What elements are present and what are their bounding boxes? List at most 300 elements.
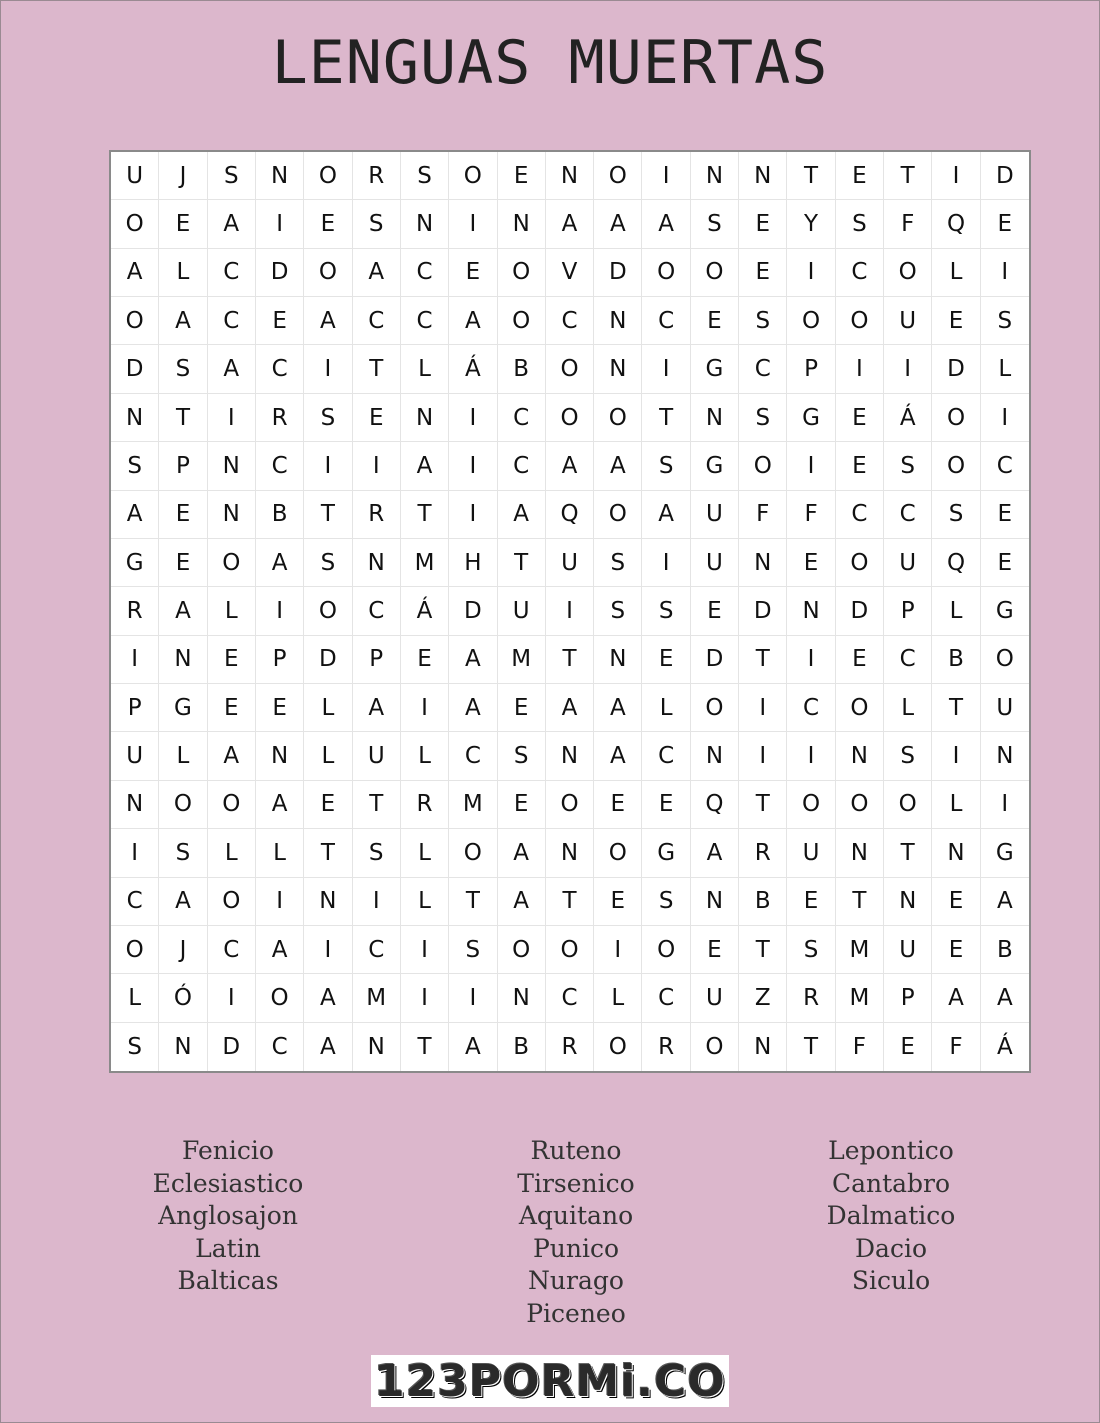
grid-cell[interactable]: C [546, 974, 594, 1022]
grid-cell[interactable]: O [256, 974, 304, 1022]
grid-cell[interactable]: C [401, 297, 449, 345]
grid-cell[interactable]: T [159, 394, 207, 442]
grid-cell[interactable]: Á [884, 394, 932, 442]
grid-cell[interactable]: A [594, 684, 642, 732]
grid-cell[interactable]: C [884, 636, 932, 684]
grid-cell[interactable]: A [449, 684, 497, 732]
grid-cell[interactable]: S [642, 442, 690, 490]
grid-cell[interactable]: O [594, 1023, 642, 1071]
grid-cell[interactable]: U [981, 684, 1029, 732]
grid-cell[interactable]: U [787, 829, 835, 877]
grid-cell[interactable]: C [642, 974, 690, 1022]
grid-cell[interactable]: N [691, 152, 739, 200]
grid-cell[interactable]: E [208, 684, 256, 732]
grid-cell[interactable]: C [642, 297, 690, 345]
grid-cell[interactable]: E [981, 491, 1029, 539]
grid-cell[interactable]: O [208, 878, 256, 926]
grid-cell[interactable]: A [208, 345, 256, 393]
grid-cell[interactable]: O [836, 539, 884, 587]
grid-cell[interactable]: I [401, 974, 449, 1022]
grid-cell[interactable]: D [594, 249, 642, 297]
grid-cell[interactable]: P [884, 974, 932, 1022]
grid-cell[interactable]: A [111, 249, 159, 297]
grid-cell[interactable]: N [111, 394, 159, 442]
grid-cell[interactable]: N [256, 152, 304, 200]
grid-cell[interactable]: D [304, 636, 352, 684]
grid-cell[interactable]: E [208, 636, 256, 684]
grid-cell[interactable]: N [594, 636, 642, 684]
grid-cell[interactable]: O [642, 926, 690, 974]
grid-cell[interactable]: E [787, 539, 835, 587]
grid-cell[interactable]: D [739, 587, 787, 635]
grid-cell[interactable]: S [111, 442, 159, 490]
grid-cell[interactable]: I [449, 200, 497, 248]
grid-cell[interactable]: T [546, 878, 594, 926]
grid-cell[interactable]: M [449, 781, 497, 829]
grid-cell[interactable]: L [932, 587, 980, 635]
grid-cell[interactable]: I [449, 491, 497, 539]
grid-cell[interactable]: I [642, 539, 690, 587]
grid-cell[interactable]: R [739, 829, 787, 877]
grid-cell[interactable]: E [981, 539, 1029, 587]
grid-cell[interactable]: N [159, 1023, 207, 1071]
grid-cell[interactable]: G [691, 345, 739, 393]
grid-cell[interactable]: O [932, 394, 980, 442]
grid-cell[interactable]: I [353, 878, 401, 926]
grid-cell[interactable]: T [401, 1023, 449, 1071]
grid-cell[interactable]: I [739, 732, 787, 780]
grid-cell[interactable]: C [498, 442, 546, 490]
grid-cell[interactable]: Á [449, 345, 497, 393]
grid-cell[interactable]: O [594, 152, 642, 200]
grid-cell[interactable]: N [594, 297, 642, 345]
grid-cell[interactable]: M [836, 974, 884, 1022]
grid-cell[interactable]: T [884, 152, 932, 200]
grid-cell[interactable]: C [642, 732, 690, 780]
grid-cell[interactable]: N [353, 1023, 401, 1071]
grid-cell[interactable]: C [353, 297, 401, 345]
grid-cell[interactable]: E [787, 878, 835, 926]
grid-cell[interactable]: I [111, 636, 159, 684]
grid-cell[interactable]: I [449, 974, 497, 1022]
grid-cell[interactable]: A [304, 297, 352, 345]
grid-cell[interactable]: T [739, 781, 787, 829]
grid-cell[interactable]: O [159, 781, 207, 829]
grid-cell[interactable]: A [256, 926, 304, 974]
grid-cell[interactable]: A [256, 781, 304, 829]
grid-cell[interactable]: S [932, 491, 980, 539]
grid-cell[interactable]: U [884, 926, 932, 974]
grid-cell[interactable]: E [836, 636, 884, 684]
grid-cell[interactable]: L [981, 345, 1029, 393]
grid-cell[interactable]: D [208, 1023, 256, 1071]
grid-cell[interactable]: D [932, 345, 980, 393]
grid-cell[interactable]: Q [932, 200, 980, 248]
grid-cell[interactable]: B [739, 878, 787, 926]
grid-cell[interactable]: P [111, 684, 159, 732]
grid-cell[interactable]: C [884, 491, 932, 539]
grid-cell[interactable]: A [353, 249, 401, 297]
grid-cell[interactable]: Á [401, 587, 449, 635]
grid-cell[interactable]: F [739, 491, 787, 539]
grid-cell[interactable]: C [111, 878, 159, 926]
grid-cell[interactable]: S [884, 732, 932, 780]
grid-cell[interactable]: D [111, 345, 159, 393]
grid-cell[interactable]: A [594, 442, 642, 490]
grid-cell[interactable]: C [208, 249, 256, 297]
grid-cell[interactable]: N [498, 974, 546, 1022]
grid-cell[interactable]: S [159, 829, 207, 877]
grid-cell[interactable]: C [353, 926, 401, 974]
grid-cell[interactable]: O [449, 152, 497, 200]
grid-cell[interactable]: A [111, 491, 159, 539]
grid-cell[interactable]: A [594, 200, 642, 248]
grid-cell[interactable]: I [594, 926, 642, 974]
grid-cell[interactable]: S [111, 1023, 159, 1071]
grid-cell[interactable]: G [159, 684, 207, 732]
grid-cell[interactable]: O [498, 249, 546, 297]
grid-cell[interactable]: I [787, 636, 835, 684]
grid-cell[interactable]: Z [739, 974, 787, 1022]
grid-cell[interactable]: N [498, 200, 546, 248]
grid-cell[interactable]: O [787, 781, 835, 829]
grid-cell[interactable]: L [401, 878, 449, 926]
grid-cell[interactable]: O [836, 297, 884, 345]
grid-cell[interactable]: T [884, 829, 932, 877]
grid-cell[interactable]: U [884, 539, 932, 587]
grid-cell[interactable]: M [401, 539, 449, 587]
grid-cell[interactable]: E [256, 684, 304, 732]
grid-cell[interactable]: A [498, 491, 546, 539]
grid-cell[interactable]: A [159, 297, 207, 345]
grid-cell[interactable]: L [256, 829, 304, 877]
grid-cell[interactable]: D [836, 587, 884, 635]
grid-cell[interactable]: N [787, 587, 835, 635]
grid-cell[interactable]: S [884, 442, 932, 490]
grid-cell[interactable]: A [981, 878, 1029, 926]
grid-cell[interactable]: A [159, 878, 207, 926]
grid-cell[interactable]: S [401, 152, 449, 200]
grid-cell[interactable]: S [304, 394, 352, 442]
grid-cell[interactable]: O [787, 297, 835, 345]
grid-cell[interactable]: O [208, 539, 256, 587]
grid-cell[interactable]: J [159, 152, 207, 200]
grid-cell[interactable]: E [159, 491, 207, 539]
grid-cell[interactable]: U [546, 539, 594, 587]
grid-cell[interactable]: T [836, 878, 884, 926]
grid-cell[interactable]: T [787, 152, 835, 200]
grid-cell[interactable]: O [884, 781, 932, 829]
grid-cell[interactable]: C [208, 926, 256, 974]
grid-cell[interactable]: J [159, 926, 207, 974]
grid-cell[interactable]: Ó [159, 974, 207, 1022]
grid-cell[interactable]: O [111, 200, 159, 248]
grid-cell[interactable]: I [932, 732, 980, 780]
grid-cell[interactable]: O [111, 297, 159, 345]
grid-cell[interactable]: S [159, 345, 207, 393]
grid-cell[interactable]: N [981, 732, 1029, 780]
grid-cell[interactable]: L [932, 781, 980, 829]
grid-cell[interactable]: O [691, 1023, 739, 1071]
grid-cell[interactable]: S [353, 200, 401, 248]
grid-cell[interactable]: A [498, 878, 546, 926]
grid-cell[interactable]: B [498, 1023, 546, 1071]
grid-cell[interactable]: E [353, 394, 401, 442]
grid-cell[interactable]: N [739, 1023, 787, 1071]
grid-cell[interactable]: E [691, 297, 739, 345]
grid-cell[interactable]: E [304, 200, 352, 248]
grid-cell[interactable]: E [932, 878, 980, 926]
grid-cell[interactable]: A [304, 974, 352, 1022]
grid-cell[interactable]: O [449, 829, 497, 877]
grid-cell[interactable]: O [546, 394, 594, 442]
grid-cell[interactable]: A [208, 200, 256, 248]
grid-cell[interactable]: N [691, 732, 739, 780]
grid-cell[interactable]: C [498, 394, 546, 442]
grid-cell[interactable]: U [691, 491, 739, 539]
grid-cell[interactable]: N [353, 539, 401, 587]
grid-cell[interactable]: D [981, 152, 1029, 200]
grid-cell[interactable]: O [884, 249, 932, 297]
grid-cell[interactable]: S [304, 539, 352, 587]
grid-cell[interactable]: I [981, 249, 1029, 297]
grid-cell[interactable]: E [594, 781, 642, 829]
grid-cell[interactable]: N [691, 394, 739, 442]
grid-cell[interactable]: T [787, 1023, 835, 1071]
grid-cell[interactable]: B [932, 636, 980, 684]
grid-cell[interactable]: O [594, 829, 642, 877]
grid-cell[interactable]: O [739, 442, 787, 490]
grid-cell[interactable]: B [256, 491, 304, 539]
grid-cell[interactable]: A [449, 1023, 497, 1071]
grid-cell[interactable]: M [353, 974, 401, 1022]
grid-cell[interactable]: N [932, 829, 980, 877]
grid-cell[interactable]: L [594, 974, 642, 1022]
grid-cell[interactable]: S [691, 200, 739, 248]
grid-cell[interactable]: L [304, 732, 352, 780]
grid-cell[interactable]: U [691, 539, 739, 587]
grid-cell[interactable]: N [739, 539, 787, 587]
grid-cell[interactable]: P [353, 636, 401, 684]
grid-cell[interactable]: F [884, 200, 932, 248]
grid-cell[interactable]: O [304, 249, 352, 297]
grid-cell[interactable]: I [256, 587, 304, 635]
grid-cell[interactable]: S [642, 587, 690, 635]
grid-cell[interactable]: I [739, 684, 787, 732]
grid-cell[interactable]: S [594, 539, 642, 587]
grid-cell[interactable]: V [546, 249, 594, 297]
grid-cell[interactable]: I [208, 974, 256, 1022]
grid-cell[interactable]: E [304, 781, 352, 829]
grid-cell[interactable]: A [401, 442, 449, 490]
grid-cell[interactable]: I [401, 684, 449, 732]
grid-cell[interactable]: I [304, 345, 352, 393]
grid-cell[interactable]: A [546, 200, 594, 248]
grid-cell[interactable]: C [208, 297, 256, 345]
grid-cell[interactable]: E [594, 878, 642, 926]
grid-cell[interactable]: T [498, 539, 546, 587]
grid-cell[interactable]: E [642, 636, 690, 684]
grid-cell[interactable]: L [401, 829, 449, 877]
grid-cell[interactable]: H [449, 539, 497, 587]
grid-cell[interactable]: U [353, 732, 401, 780]
grid-cell[interactable]: L [642, 684, 690, 732]
grid-cell[interactable]: C [836, 491, 884, 539]
grid-cell[interactable]: L [208, 829, 256, 877]
grid-cell[interactable]: S [449, 926, 497, 974]
grid-cell[interactable]: R [546, 1023, 594, 1071]
grid-cell[interactable]: I [449, 394, 497, 442]
grid-cell[interactable]: N [546, 732, 594, 780]
grid-cell[interactable]: N [546, 829, 594, 877]
grid-cell[interactable]: A [449, 636, 497, 684]
grid-cell[interactable]: A [642, 200, 690, 248]
grid-cell[interactable]: R [642, 1023, 690, 1071]
grid-cell[interactable]: R [353, 491, 401, 539]
grid-cell[interactable]: N [401, 394, 449, 442]
grid-cell[interactable]: G [981, 587, 1029, 635]
grid-cell[interactable]: S [208, 152, 256, 200]
grid-cell[interactable]: G [787, 394, 835, 442]
grid-cell[interactable]: I [256, 200, 304, 248]
grid-cell[interactable]: A [981, 974, 1029, 1022]
grid-cell[interactable]: T [739, 636, 787, 684]
grid-cell[interactable]: E [256, 297, 304, 345]
grid-cell[interactable]: I [111, 829, 159, 877]
grid-cell[interactable]: I [642, 152, 690, 200]
grid-cell[interactable]: A [642, 491, 690, 539]
grid-cell[interactable]: P [787, 345, 835, 393]
grid-cell[interactable]: O [594, 491, 642, 539]
grid-cell[interactable]: E [836, 442, 884, 490]
grid-cell[interactable]: N [739, 152, 787, 200]
grid-cell[interactable]: E [739, 249, 787, 297]
grid-cell[interactable]: E [498, 152, 546, 200]
grid-cell[interactable]: R [256, 394, 304, 442]
grid-cell[interactable]: T [642, 394, 690, 442]
grid-cell[interactable]: I [304, 442, 352, 490]
grid-cell[interactable]: A [691, 829, 739, 877]
grid-cell[interactable]: N [111, 781, 159, 829]
grid-cell[interactable]: O [304, 587, 352, 635]
grid-cell[interactable]: N [208, 491, 256, 539]
grid-cell[interactable]: S [787, 926, 835, 974]
grid-cell[interactable]: U [884, 297, 932, 345]
grid-cell[interactable]: I [981, 394, 1029, 442]
grid-cell[interactable]: S [739, 297, 787, 345]
grid-cell[interactable]: C [836, 249, 884, 297]
grid-cell[interactable]: S [981, 297, 1029, 345]
grid-cell[interactable]: N [256, 732, 304, 780]
grid-cell[interactable]: N [594, 345, 642, 393]
grid-cell[interactable]: A [449, 297, 497, 345]
grid-cell[interactable]: C [401, 249, 449, 297]
grid-cell[interactable]: G [111, 539, 159, 587]
grid-cell[interactable]: G [981, 829, 1029, 877]
grid-cell[interactable]: T [353, 781, 401, 829]
grid-cell[interactable]: A [546, 442, 594, 490]
grid-cell[interactable]: O [498, 926, 546, 974]
grid-cell[interactable]: E [884, 1023, 932, 1071]
grid-cell[interactable]: C [546, 297, 594, 345]
grid-cell[interactable]: F [787, 491, 835, 539]
grid-cell[interactable]: I [546, 587, 594, 635]
grid-cell[interactable]: S [353, 829, 401, 877]
grid-cell[interactable]: I [981, 781, 1029, 829]
grid-cell[interactable]: R [353, 152, 401, 200]
grid-cell[interactable]: B [498, 345, 546, 393]
grid-cell[interactable]: N [304, 878, 352, 926]
grid-cell[interactable]: E [691, 587, 739, 635]
grid-cell[interactable]: I [787, 732, 835, 780]
grid-cell[interactable]: O [498, 297, 546, 345]
grid-cell[interactable]: O [304, 152, 352, 200]
grid-cell[interactable]: U [498, 587, 546, 635]
grid-cell[interactable]: N [884, 878, 932, 926]
grid-cell[interactable]: O [691, 684, 739, 732]
grid-cell[interactable]: O [932, 442, 980, 490]
grid-cell[interactable]: O [546, 345, 594, 393]
grid-cell[interactable]: E [498, 684, 546, 732]
grid-cell[interactable]: D [449, 587, 497, 635]
grid-cell[interactable]: E [932, 297, 980, 345]
grid-cell[interactable]: O [546, 926, 594, 974]
grid-cell[interactable]: L [159, 732, 207, 780]
grid-cell[interactable]: Á [996, 1033, 1013, 1060]
grid-cell[interactable]: T [353, 345, 401, 393]
grid-cell[interactable]: N [836, 829, 884, 877]
grid-cell[interactable]: I [304, 926, 352, 974]
grid-cell[interactable]: N [159, 636, 207, 684]
grid-cell[interactable]: G [642, 829, 690, 877]
grid-cell[interactable]: R [401, 781, 449, 829]
grid-cell[interactable]: I [208, 394, 256, 442]
grid-cell[interactable]: B [981, 926, 1029, 974]
grid-cell[interactable]: Q [546, 491, 594, 539]
grid-cell[interactable]: T [739, 926, 787, 974]
grid-cell[interactable]: L [208, 587, 256, 635]
grid-cell[interactable]: L [401, 345, 449, 393]
grid-cell[interactable]: A [304, 1023, 352, 1071]
grid-cell[interactable]: N [836, 732, 884, 780]
grid-cell[interactable]: S [836, 200, 884, 248]
grid-cell[interactable]: O [642, 249, 690, 297]
grid-cell[interactable]: I [884, 345, 932, 393]
grid-cell[interactable]: E [449, 249, 497, 297]
grid-cell[interactable]: I [642, 345, 690, 393]
grid-cell[interactable]: O [111, 926, 159, 974]
grid-cell[interactable]: O [836, 781, 884, 829]
grid-cell[interactable]: A [208, 732, 256, 780]
grid-cell[interactable]: G [691, 442, 739, 490]
grid-cell[interactable]: A [546, 684, 594, 732]
grid-cell[interactable]: O [691, 249, 739, 297]
grid-cell[interactable]: I [401, 926, 449, 974]
grid-cell[interactable]: T [401, 491, 449, 539]
grid-cell[interactable]: E [932, 926, 980, 974]
grid-cell[interactable]: M [498, 636, 546, 684]
grid-cell[interactable]: I [787, 442, 835, 490]
grid-cell[interactable]: Q [932, 539, 980, 587]
grid-cell[interactable]: T [304, 829, 352, 877]
grid-cell[interactable]: O [546, 781, 594, 829]
grid-cell[interactable]: S [498, 732, 546, 780]
grid-cell[interactable]: E [739, 200, 787, 248]
grid-cell[interactable]: I [932, 152, 980, 200]
grid-cell[interactable]: A [594, 732, 642, 780]
grid-cell[interactable]: P [884, 587, 932, 635]
grid-cell[interactable]: S [642, 878, 690, 926]
